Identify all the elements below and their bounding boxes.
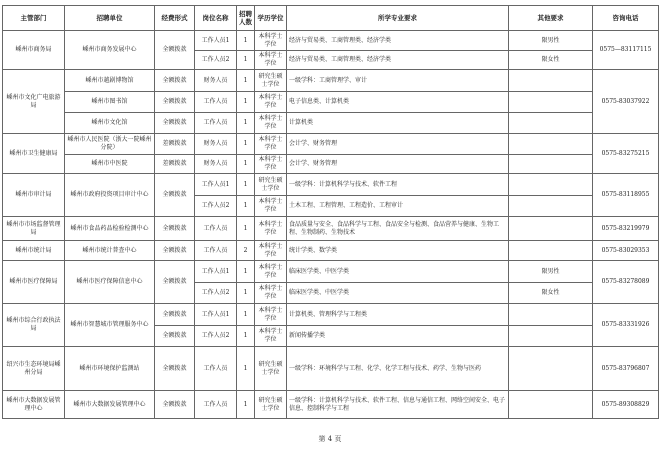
post-cell: 工作人员 [195, 347, 237, 391]
phone-cell: 0575-83275215 [593, 134, 659, 174]
post-cell: 工作人员1 [195, 261, 237, 283]
post-cell: 工作人员2 [195, 283, 237, 304]
count-cell: 1 [237, 113, 255, 134]
count-cell: 1 [237, 155, 255, 174]
table-row [3, 391, 659, 419]
funding-cell: 全额拨款 [155, 174, 195, 217]
post-cell: 工作人员2 [195, 326, 237, 347]
dept-cell: 嵊州市文化广电旅游局 [3, 70, 65, 134]
post-cell: 财务人员 [195, 155, 237, 174]
unit-cell: 嵊州市统计普查中心 [65, 241, 155, 261]
major-cell: 临床医学类、中医学类 [287, 261, 509, 283]
edu-cell: 本科学士学位 [255, 155, 287, 174]
table-row [3, 217, 659, 241]
unit-cell: 嵊州市政府投资项目审计中心 [65, 174, 155, 217]
funding-cell: 全额拨款 [155, 326, 195, 347]
table-row [3, 31, 659, 51]
count-cell: 1 [237, 31, 255, 51]
table-row [3, 155, 659, 174]
post-cell: 工作人员1 [195, 31, 237, 51]
major-cell: 一级学科：计算机科学与技术、软件工程、信息与通信工程、网络空间安全、电子信息、控制科学与工程 [287, 391, 509, 419]
phone-cell: 0575-83331926 [593, 304, 659, 347]
dept-cell: 嵊州市卫生健康局 [3, 134, 65, 174]
other-cell [509, 113, 593, 134]
major-cell: 食品质量与安全、食品科学与工程、食品安全与检测、食品营养与健康、生物工程、生物制药、生物技术 [287, 217, 509, 241]
post-cell: 工作人员 [195, 241, 237, 261]
table-row [3, 304, 659, 326]
count-cell: 1 [237, 347, 255, 391]
other-cell [509, 241, 593, 261]
funding-cell: 全额拨款 [155, 92, 195, 113]
edu-cell: 本科学士学位 [255, 92, 287, 113]
post-cell: 工作人员 [195, 92, 237, 113]
other-cell [509, 196, 593, 217]
edu-cell: 研究生硕士学位 [255, 347, 287, 391]
major-cell: 统计学类、数学类 [287, 241, 509, 261]
table-row [3, 92, 659, 113]
edu-cell: 研究生硕士学位 [255, 70, 287, 92]
funding-cell: 全额拨款 [155, 113, 195, 134]
header-row [3, 6, 659, 31]
dept-cell: 嵊州市市场监督管理局 [3, 217, 65, 241]
phone-cell: 0575-83796807 [593, 347, 659, 391]
funding-cell: 全额拨款 [155, 304, 195, 326]
other-cell [509, 174, 593, 196]
phone-cell: 0575-83037922 [593, 70, 659, 134]
dept-cell: 嵊州市大数据发展管理中心 [3, 391, 65, 419]
major-cell: 经济与贸易类、工商管理类、经济学类 [287, 51, 509, 70]
table-row [3, 347, 659, 391]
other-cell [509, 92, 593, 113]
header-major: 所学专业要求 [287, 6, 509, 31]
header-count: 招聘人数 [237, 6, 255, 31]
edu-cell: 本科学士学位 [255, 31, 287, 51]
other-cell: 限女性 [509, 51, 593, 70]
major-cell: 一级学科：计算机科学与技术、软件工程 [287, 174, 509, 196]
unit-cell: 嵊州市智慧城市管理服务中心 [65, 304, 155, 347]
post-cell: 工作人员 [195, 217, 237, 241]
table-row [3, 113, 659, 134]
recruitment-table [2, 5, 659, 419]
other-cell [509, 217, 593, 241]
post-cell: 工作人员1 [195, 174, 237, 196]
phone-cell: 0575—83117115 [593, 31, 659, 70]
phone-cell: 0575-83278089 [593, 261, 659, 304]
count-cell: 1 [237, 51, 255, 70]
count-cell: 1 [237, 391, 255, 419]
major-cell: 会计学、财务管理 [287, 155, 509, 174]
funding-cell: 全额拨款 [155, 70, 195, 92]
major-cell: 计算机类 [287, 113, 509, 134]
header-unit: 招聘单位 [65, 6, 155, 31]
other-cell [509, 347, 593, 391]
funding-cell: 全额拨款 [155, 391, 195, 419]
unit-cell: 嵊州市中医院 [65, 155, 155, 174]
major-cell: 计算机类、管理科学与工程类 [287, 304, 509, 326]
count-cell: 1 [237, 261, 255, 283]
header-edu: 学历学位 [255, 6, 287, 31]
other-cell: 限男性 [509, 261, 593, 283]
other-cell [509, 155, 593, 174]
funding-cell: 全额拨款 [155, 31, 195, 70]
other-cell [509, 70, 593, 92]
dept-cell: 嵊州市商务局 [3, 31, 65, 70]
funding-cell: 全额拨款 [155, 217, 195, 241]
unit-cell: 嵊州市环境保护监测站 [65, 347, 155, 391]
major-cell: 经济与贸易类、工商管理类、经济学类 [287, 31, 509, 51]
unit-cell: 嵊州市商务发展中心 [65, 31, 155, 70]
phone-cell: 0575-83029353 [593, 241, 659, 261]
funding-cell: 差额拨款 [155, 134, 195, 155]
dept-cell: 嵊州市统计局 [3, 241, 65, 261]
edu-cell: 本科学士学位 [255, 134, 287, 155]
phone-cell: 0575-83219979 [593, 217, 659, 241]
edu-cell: 研究生硕士学位 [255, 391, 287, 419]
edu-cell: 本科学士学位 [255, 51, 287, 70]
unit-cell: 嵊州市医疗保障信息中心 [65, 261, 155, 304]
edu-cell: 研究生硕士学位 [255, 174, 287, 196]
edu-cell: 本科学士学位 [255, 283, 287, 304]
table-row [3, 241, 659, 261]
count-cell: 1 [237, 283, 255, 304]
funding-cell: 全额拨款 [155, 347, 195, 391]
other-cell [509, 326, 593, 347]
table-row [3, 261, 659, 283]
unit-cell: 嵊州市越剧博物馆 [65, 70, 155, 92]
major-cell: 电子信息类、计算机类 [287, 92, 509, 113]
post-cell: 财务人员 [195, 134, 237, 155]
table-row [3, 70, 659, 92]
funding-cell: 全额拨款 [155, 261, 195, 304]
major-cell: 土木工程、工程管理、工程造价、工程审计 [287, 196, 509, 217]
post-cell: 工作人员 [195, 391, 237, 419]
edu-cell: 本科学士学位 [255, 261, 287, 283]
count-cell: 1 [237, 70, 255, 92]
funding-cell: 差额拨款 [155, 155, 195, 174]
count-cell: 1 [237, 217, 255, 241]
dept-cell: 绍兴市生态环境局嵊州分局 [3, 347, 65, 391]
count-cell: 1 [237, 326, 255, 347]
edu-cell: 本科学士学位 [255, 241, 287, 261]
post-cell: 工作人员2 [195, 51, 237, 70]
dept-cell: 嵊州市综合行政执法局 [3, 304, 65, 347]
unit-cell: 嵊州市大数据发展管理中心 [65, 391, 155, 419]
dept-cell: 嵊州市审计局 [3, 174, 65, 217]
other-cell: 限男性 [509, 31, 593, 51]
other-cell [509, 304, 593, 326]
other-cell [509, 134, 593, 155]
header-dept: 主管部门 [3, 6, 65, 31]
major-cell: 会计学、财务管理 [287, 134, 509, 155]
unit-cell: 嵊州市文化馆 [65, 113, 155, 134]
count-cell: 1 [237, 92, 255, 113]
post-cell: 工作人员 [195, 113, 237, 134]
edu-cell: 本科学士学位 [255, 113, 287, 134]
header-funding: 经费形式 [155, 6, 195, 31]
dept-cell: 嵊州市医疗保障局 [3, 261, 65, 304]
header-phone: 咨询电话 [593, 6, 659, 31]
edu-cell: 本科学士学位 [255, 217, 287, 241]
major-cell: 一级学科：工商管理学、审计 [287, 70, 509, 92]
unit-cell: 嵊州市人民医院（浙大一院嵊州分院） [65, 134, 155, 155]
edu-cell: 本科学士学位 [255, 196, 287, 217]
unit-cell: 嵊州市食品药品检验检测中心 [65, 217, 155, 241]
count-cell: 1 [237, 174, 255, 196]
post-cell: 财务人员 [195, 70, 237, 92]
page-number: 第 4 页 [318, 435, 342, 443]
other-cell: 限女性 [509, 283, 593, 304]
phone-cell: 0575-89308829 [593, 391, 659, 419]
count-cell: 2 [237, 241, 255, 261]
other-cell [509, 391, 593, 419]
header-post: 岗位名称 [195, 6, 237, 31]
unit-cell: 嵊州市图书馆 [65, 92, 155, 113]
edu-cell: 本科学士学位 [255, 326, 287, 347]
major-cell: 临床医学类、中医学类 [287, 283, 509, 304]
count-cell: 1 [237, 134, 255, 155]
edu-cell: 本科学士学位 [255, 304, 287, 326]
post-cell: 工作人员1 [195, 304, 237, 326]
funding-cell: 全额拨款 [155, 241, 195, 261]
header-other: 其他要求 [509, 6, 593, 31]
phone-cell: 0575-83118955 [593, 174, 659, 217]
major-cell: 一级学科：环境科学与工程、化学、化学工程与技术、药学、生物与医药 [287, 347, 509, 391]
major-cell: 新闻传播学类 [287, 326, 509, 347]
count-cell: 1 [237, 196, 255, 217]
table-row [3, 174, 659, 196]
post-cell: 工作人员2 [195, 196, 237, 217]
count-cell: 1 [237, 304, 255, 326]
table-row [3, 134, 659, 155]
